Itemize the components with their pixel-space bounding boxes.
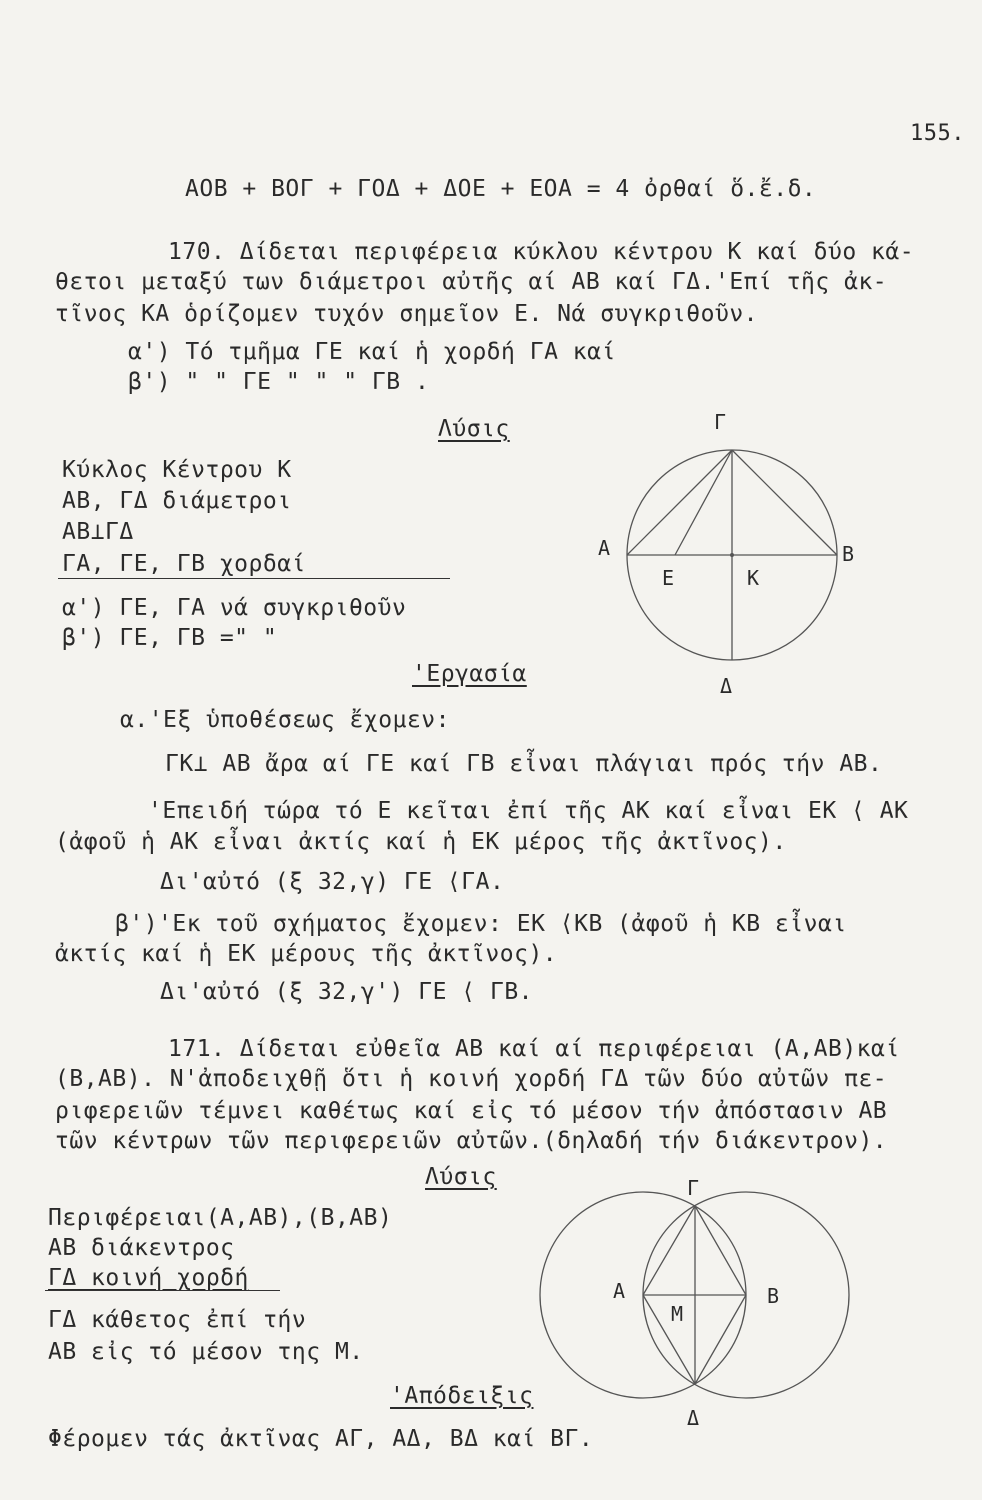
p171-radius-bd — [695, 1295, 746, 1384]
p170-line-2: θετοι μεταξύ των διάμετροι αὐτῆς αί ΑΒ καί ΓΔ.'Επί τῆς ἀκ- — [55, 269, 888, 295]
p170-work-6: β')'Εκ τοῦ σχήματος ἔχομεν: ΕΚ ⟨ΚΒ (ἀφοῦ ἡ ΚΒ εἶναι — [115, 911, 847, 937]
p170-center-k — [730, 553, 734, 557]
p170-work-5: Δι'αὐτό (ξ 32,γ) ΓΕ ⟨ΓΑ. — [160, 869, 505, 895]
p170-solution-heading: Λύσις — [438, 416, 510, 442]
p171-line-4: τῶν κέντρων τῶν περιφερειῶν αὐτῶν.(δηλαδή τήν διάκεντρον). — [55, 1128, 888, 1154]
p170-work-8: Δι'αὐτό (ξ 32,γ') ΓΕ ⟨ ΓΒ. — [160, 979, 534, 1005]
p170-figure — [590, 405, 870, 705]
p170-work-3: 'Επειδή τώρα τό Ε κεῖται ἐπί τῆς ΑΚ καί εἶναι ΕΚ ⟨ ΑΚ — [148, 798, 909, 824]
p171-solution-heading: Λύσις — [425, 1164, 497, 1190]
p171-radius-bg — [695, 1206, 746, 1295]
p170-work-7: ἀκτίς καί ἡ ΕΚ μέρους τῆς ἀκτῖνος). — [55, 941, 558, 967]
p170-line-3: τῖνος ΚΑ ὁρίζομεν τυχόν σημεῖον Ε. Νά συγκριθοῦν. — [55, 301, 759, 327]
p171-given-3: ΓΔ κοινή χορδή — [48, 1265, 249, 1291]
p171-given-2: ΑΒ διάκεντρος — [48, 1235, 235, 1261]
p171-to-prove-1: ΓΔ κάθετος ἐπί τήν — [48, 1307, 307, 1333]
page-number: 155. — [910, 121, 965, 146]
p171-label-m: Μ — [671, 1302, 684, 1326]
p170-line-4: α') Τό τμῆμα ΓΕ καί ἡ χορδή ΓΑ καί — [128, 339, 616, 365]
p170-work-1: α.'Εξ ὑποθέσεως ἔχομεν: — [120, 707, 450, 733]
p171-given-divider — [45, 1290, 280, 1291]
p171-to-prove-2: ΑΒ εἰς τό μέσον της Μ. — [48, 1339, 364, 1365]
p171-label-right: Β — [767, 1284, 780, 1308]
p171-proof-1: Φέρομεν τάς ἀκτῖνας ΑΓ, ΑΔ, ΒΔ καί ΒΓ. — [48, 1426, 594, 1452]
p170-to-prove-1: α') ΓΕ, ΓΑ νά συγκριθοῦν — [62, 595, 407, 621]
p171-line-1: 171. Δίδεται εὐθεῖα ΑΒ καί αί περιφέρειαι (Α,ΑΒ)καί — [168, 1036, 900, 1062]
p171-label-bottom: Δ — [687, 1406, 700, 1430]
p171-proof-heading: 'Απόδειξις — [390, 1383, 534, 1409]
angle-sum-equation: AOB + BOΓ + ΓΟΔ + ΔΟΕ + ΕΟΑ = 4 ὀρθαί ὅ.ἔ.δ. — [185, 176, 817, 202]
p171-label-top: Γ — [687, 1176, 700, 1200]
p170-given-1: Κύκλος Κέντρου Κ — [62, 457, 292, 483]
p171-line-3: ριφερειῶν τέμνει καθέτως καί εἰς τό μέσον τήν ἀπόστασιν ΑΒ — [55, 1098, 888, 1124]
p170-label-e: Ε — [662, 566, 675, 590]
p170-line-1: 170. Δίδεται περιφέρεια κύκλου κέντρου Κ καί δύο κά- — [168, 239, 915, 265]
p170-given-4: ΓΑ, ΓΕ, ΓΒ χορδαί — [62, 551, 306, 577]
p171-radius-ag — [643, 1206, 695, 1295]
p170-label-left: Α — [598, 536, 611, 560]
p171-label-left: Α — [613, 1279, 626, 1303]
p170-given-3: ΑΒ⊥ΓΔ — [62, 519, 134, 545]
p170-chord-ge — [675, 450, 732, 555]
p170-label-top: Γ — [714, 410, 727, 434]
p171-figure — [555, 1165, 915, 1435]
p170-label-right: Β — [842, 542, 855, 566]
p170-given-2: ΑΒ, ΓΔ διάμετροι — [62, 488, 292, 514]
p170-label-k: Κ — [747, 566, 760, 590]
p170-label-bottom: Δ — [720, 674, 733, 698]
p170-work-4: (ἀφοῦ ἡ ΑΚ εἶναι ἀκτίς καί ἡ ΕΚ μέρος τῆς ἀκτῖνος). — [55, 829, 787, 855]
p171-line-2: (Β,ΑΒ). Ν'ἀποδειχθῇ ὅτι ἡ κοινή χορδή ΓΔ τῶν δύο αὐτῶν πε- — [55, 1066, 888, 1092]
p170-line-5: β') " " ΓΕ " " " ΓΒ . — [128, 369, 430, 395]
p171-radius-ad — [643, 1295, 695, 1384]
p170-chord-ga — [627, 450, 732, 555]
p170-given-divider — [58, 578, 450, 579]
p170-work-heading: 'Εργασία — [412, 661, 527, 687]
p170-work-2: ΓΚ⊥ ΑΒ ἄρα αί ΓΕ καί ΓΒ εἶναι πλάγιαι πρός τήν ΑΒ. — [165, 751, 883, 777]
p170-chord-gb — [732, 450, 837, 555]
p171-given-1: Περιφέρειαι(Α,ΑΒ),(Β,ΑΒ) — [48, 1205, 393, 1231]
p170-to-prove-2: β') ΓΕ, ΓΒ =" " — [62, 625, 278, 651]
